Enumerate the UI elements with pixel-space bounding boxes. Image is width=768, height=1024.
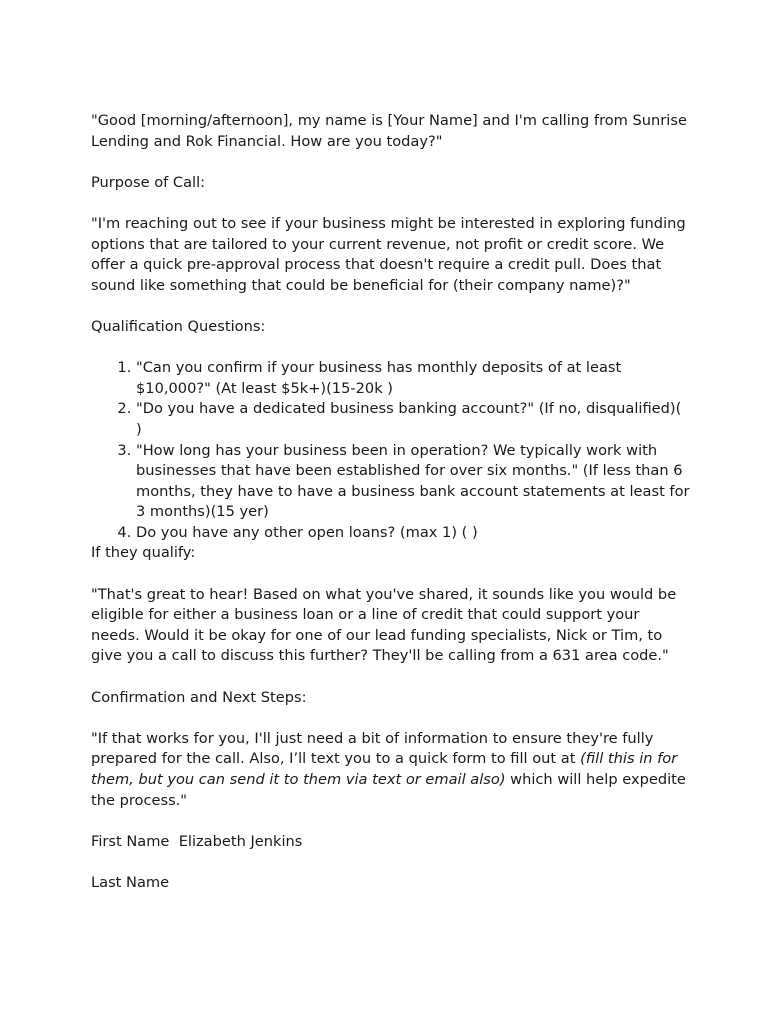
- qualify-paragraph: "That's great to hear! Based on what you've shared, it sounds like you would be eligible for either a business loan or a line of credit that could support your needs. Would it be okay for one of our lead funding specialists, Nick or Tim, to give you a call to discuss this further? They'll be calling from a 631 area code.": [91, 585, 681, 665]
- purpose-paragraph: "I'm reaching out to see if your business might be interested in exploring funding options that are tailored to your current revenue, not profit or credit score. We offer a quick pre-approval process that doesn't require a credit pull. Does that sound like something that could be beneficial for (their company name)?": [91, 214, 691, 294]
- question-item: 4. Do you have any other open loans? (max 1) ( ): [136, 523, 691, 544]
- first-name-line: [91, 832, 691, 853]
- if-qualify-heading: If they qualify:: [91, 544, 196, 562]
- confirmation-text-italic: (fill this in for them, but you can send it to them via text or email also): [91, 750, 682, 788]
- first-name-value: Elizabeth Jenkins: [178, 832, 303, 850]
- question-item: 2. "Do you have a dedicated business banking account?" (If no, disqualified)( ): [136, 399, 691, 440]
- question-item: 3. "How long has your business been in operation? We typically work with businesses that have been established for over six months." (If less than 6 months, they have to have a business bank account statements at least for 3 months)(15 yer): [136, 441, 691, 523]
- confirmation-paragraph: [91, 729, 691, 811]
- purpose-heading: Purpose of Call:: [91, 173, 206, 191]
- confirmation-heading: Confirmation and Next Steps:: [91, 688, 307, 706]
- last-name-label: Last Name: [91, 873, 170, 891]
- greeting-paragraph: "Good [morning/afternoon], my name is [Your Name] and I'm calling from Sunrise Lending and Rok Financial. How are you today?": [91, 112, 692, 150]
- document-body: [91, 111, 691, 914]
- qualification-heading: Qualification Questions:: [91, 317, 266, 335]
- qualification-questions-list: [91, 358, 691, 543]
- first-name-label: First Name: [91, 832, 170, 850]
- confirmation-text-end: which will help expedite the process.": [91, 771, 691, 809]
- confirmation-text-start: "If that works for you, I'll just need a bit of information to ensure they're fully prepared for the call. Also, I’ll text you to a quick form to fill out at: [91, 729, 659, 768]
- question-item: 1. "Can you confirm if your business has monthly deposits of at least $10,000?" (At least $5k+)(15-20k ): [136, 358, 691, 399]
